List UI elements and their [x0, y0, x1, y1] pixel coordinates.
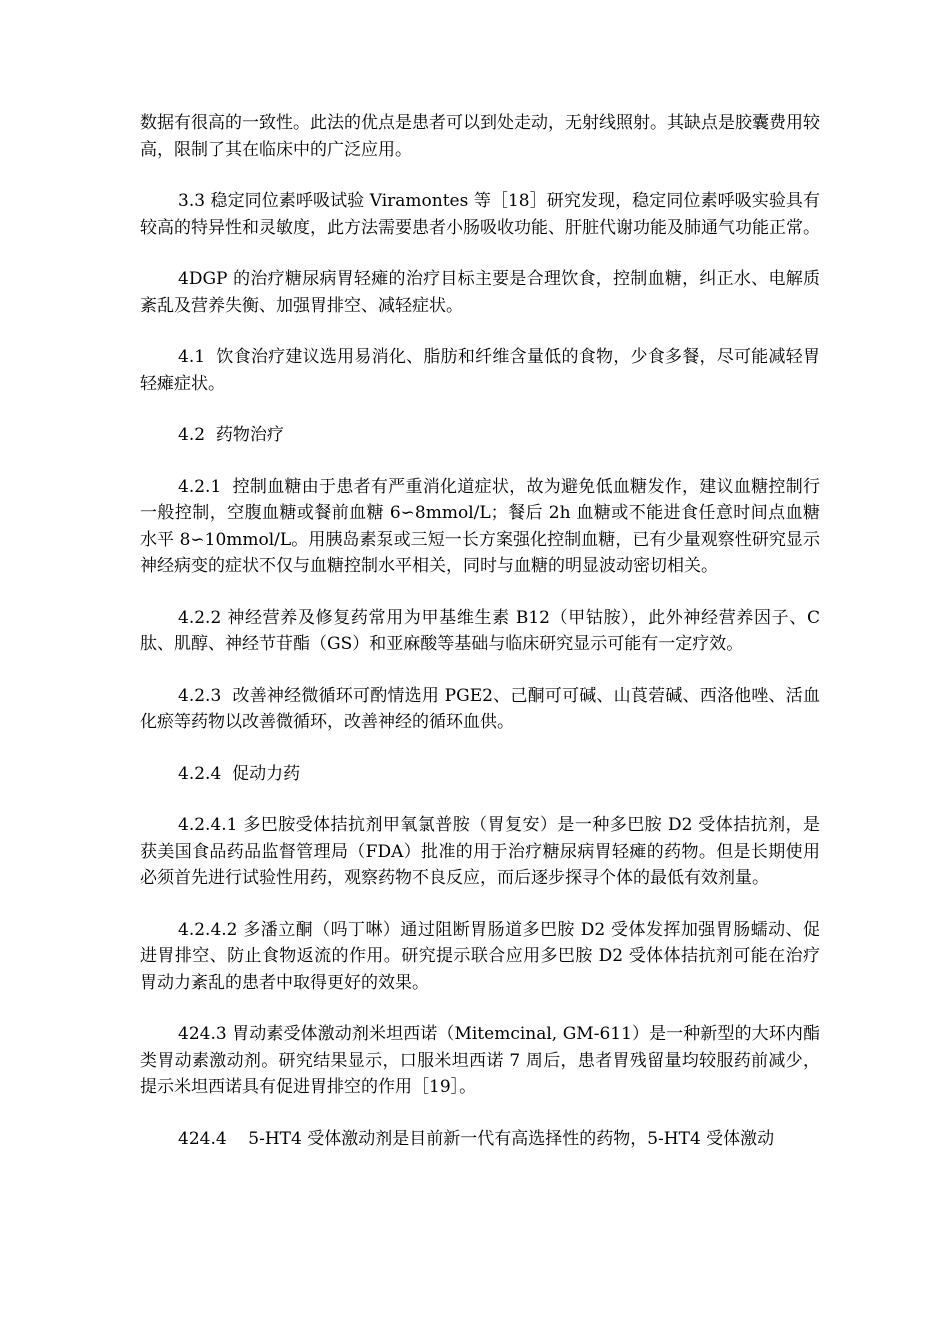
paragraph-3-3-breath-test: 3.3 稳定同位素呼吸试验 Viramontes 等［18］研究发现，稳定同位素呼吸实验具有较高的特异性和灵敏度，此方法需要患者小肠吸收功能、肝脏代谢功能及肺通气功能正常。 — [140, 191, 820, 238]
paragraph-4-2-4-4-5ht4: 424.4 5-HT4 受体激动剂是目前新一代有高选择性的药物，5-HT4 受体激动 — [178, 1128, 775, 1149]
paragraph-4-2-1-glucose-control: 4.2.1 控制血糖由于患者有严重消化道症状，故为避免低血糖发作，建议血糖控制行一般控制，空腹血糖或餐前血糖 6∽8mmol/L；餐后 2h 血糖或不能进食任意时间点血糖水平 8∽10mmol/L。用胰岛素泵或三短一长方案强化控制血糖，已有少量观察性研究显示神经病变的症状不仅与血糖控制水平相关，同时与血糖的明显波动密切相关。 — [140, 476, 820, 576]
document-page — [140, 110, 826, 1177]
paragraph-4-2-4-2-domperidone: 4.2.4.2 多潘立酮（吗丁啉）通过阻断胃肠道多巴胺 D2 受体发挥加强胃肠蠕动、促进胃排空、防止食物返流的作用。研究提示联合应用多巴胺 D2 受体体拮抗剂可能在治疗胃动力紊乱的患者中取得更好的效果。 — [140, 919, 820, 993]
heading-4-2-drug-therapy: 4.2 药物治疗 — [178, 425, 284, 445]
paragraph-4-2-4-1-metoclopramide: 4.2.4.1 多巴胺受体拮抗剂甲氧氯普胺（胃复安）是一种多巴胺 D2 受体拮抗剂，是获美国食品药品监督管理局（FDA）批准的用于治疗糖尿病胃轻瘫的药物。但是长期使用必须首先进行试验性用药，观察药物不良反应，而后逐步探寻个体的最低有效剂量。 — [140, 815, 820, 888]
paragraph-4-1-diet: 4.1 饮食治疗建议选用易消化、脂肪和纤维含量低的食物，少食多餐，尽可能减轻胃轻瘫症状。 — [140, 347, 820, 394]
heading-4-2-4-prokinetics: 4.2.4 促动力药 — [178, 763, 301, 784]
paragraph-4-2-4-3-mitemcinal: 424.3 胃动素受体激动剂米坦西诺（Mitemcinal, GM-611）是一种新型的大环内酯类胃动素激动剂。研究结果显示，口服米坦西诺 7 周后，患者胃残留量均较服药前减少，提示米坦西诺具有促进胃排空的作用［19］。 — [140, 1024, 820, 1097]
paragraph-capsule-summary: 数据有很高的一致性。此法的优点是患者可以到处走动，无射线照射。其缺点是胶囊费用较高，限制了其在临床中的广泛应用。 — [140, 113, 820, 160]
paragraph-4-2-3-microcirculation: 4.2.3 改善神经微循环可酌情选用 PGE2、己酮可可碱、山莨菪碱、西洛他唑、活血化瘀等药物以改善微循环，改善神经的循环血供。 — [140, 685, 820, 732]
paragraph-4-2-2-neurotrophic: 4.2.2 神经营养及修复药常用为甲基维生素 B12（甲钴胺），此外神经营养因子、C 肽、肌醇、神经节苷酯（GS）和亚麻酸等基础与临床研究显示可能有一定疗效。 — [140, 607, 826, 654]
paragraph-4-treatment-goals: 4DGP 的治疗糖尿病胃轻瘫的治疗目标主要是合理饮食，控制血糖，纠正水、电解质紊乱及营养失衡、加强胃排空、减轻症状。 — [140, 269, 820, 316]
